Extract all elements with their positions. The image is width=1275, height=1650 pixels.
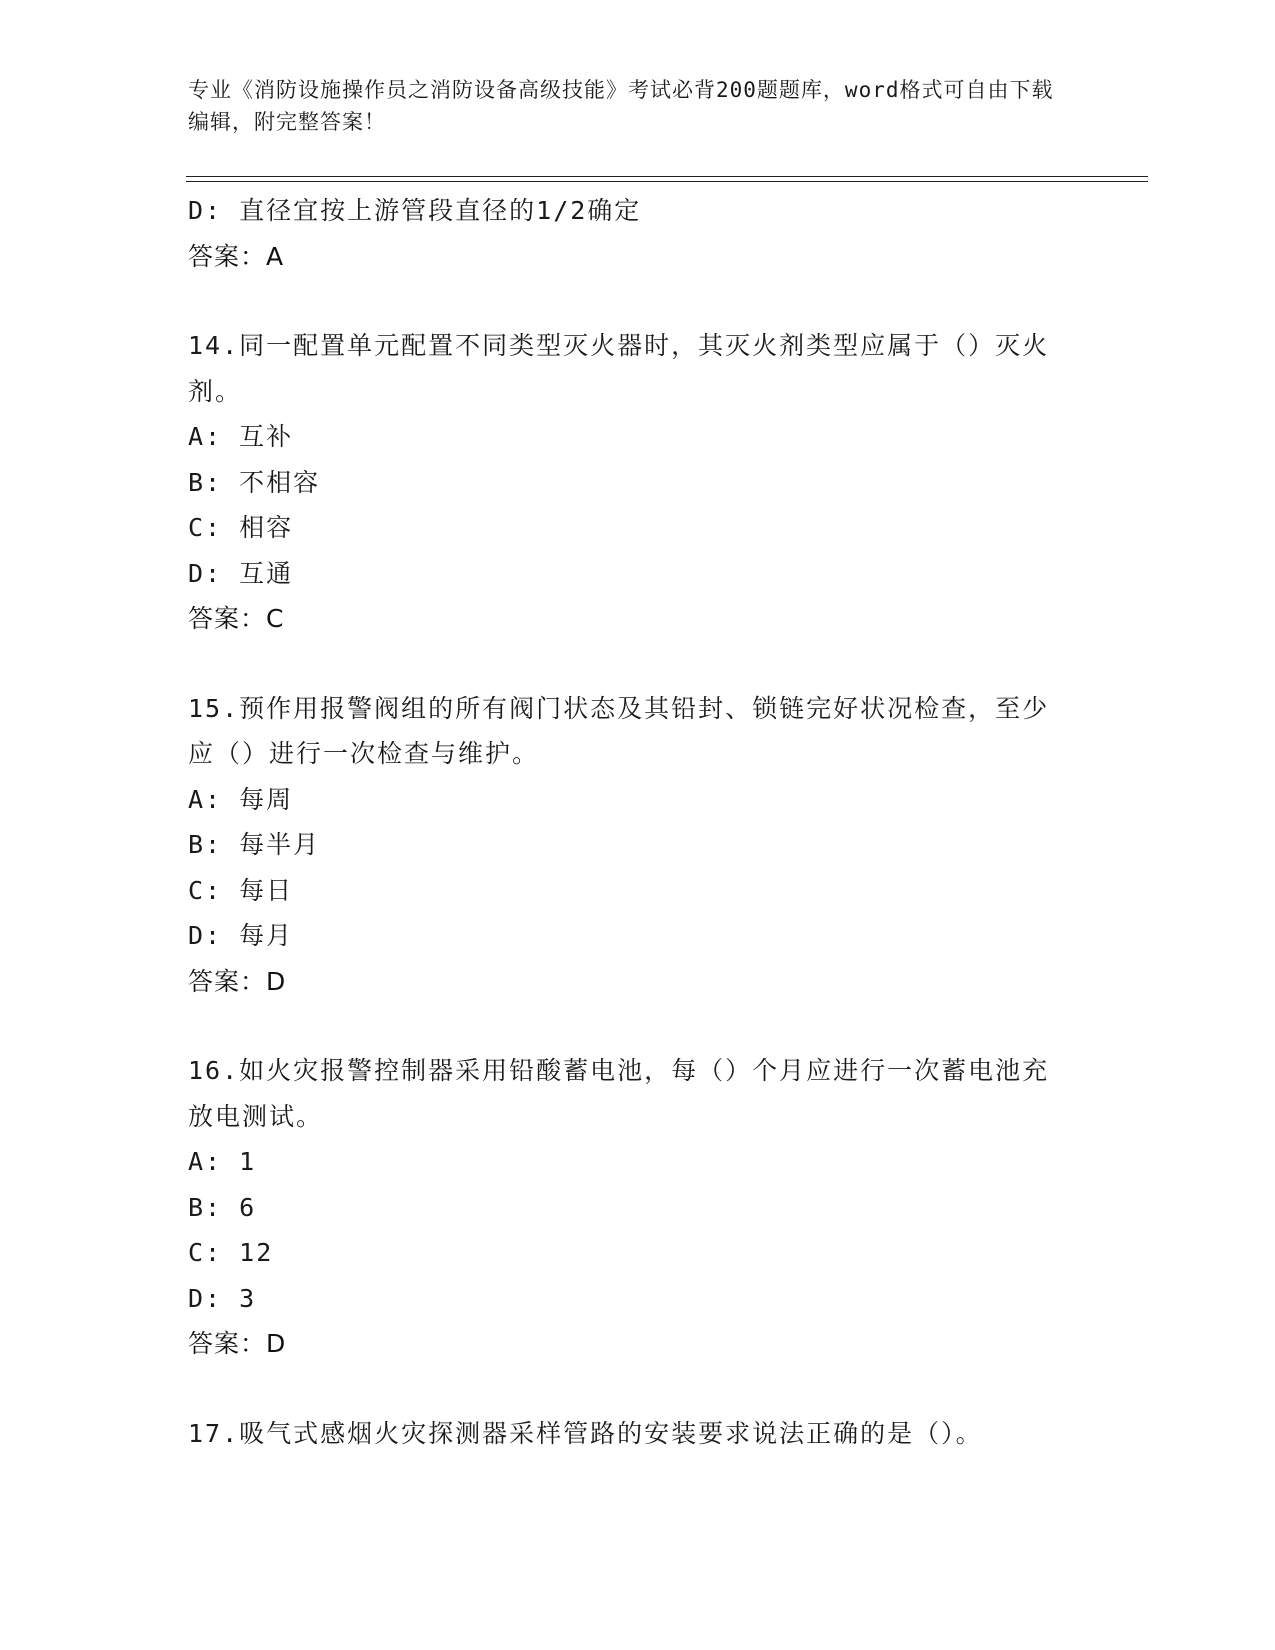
question-15-option-a: A: 每周: [188, 784, 294, 814]
question-14-option-d: D: 互通: [188, 558, 294, 588]
question-16-answer: 答案：D: [188, 1329, 287, 1358]
question-15-option-d: D: 每月: [188, 921, 294, 950]
prev-option-d: D: 直径宜按上游管段直径的1/2确定: [188, 196, 642, 225]
question-16-option-d: D: 3: [188, 1283, 257, 1313]
question-14-option-c: C: 相容: [188, 513, 294, 542]
question-16-option-c: C: 12: [188, 1238, 274, 1267]
question-16-option-b: B: 6: [188, 1192, 257, 1222]
question-15-stem: 15.预作用报警阀组的所有阀门状态及其铅封、锁链完好状况检查，至少应（）进行一次检查与维护。: [188, 693, 1050, 768]
question-17-stem: 17.吸气式感烟火灾探测器采样管路的安装要求说法正确的是（）。: [188, 1418, 983, 1448]
question-14-answer: 答案：C: [188, 604, 285, 633]
spacer: [188, 642, 1068, 686]
question-16-stem: 16.如火灾报警控制器采用铅酸蓄电池，每（）个月应进行一次蓄电池充放电测试。: [188, 1056, 1050, 1131]
question-14-option-a: A: 互补: [188, 422, 294, 451]
question-list: [188, 188, 1068, 1456]
question-14-stem: 14.同一配置单元配置不同类型灭火器时，其灭火剂类型应属于（）灭火剂。: [188, 331, 1050, 406]
question-14-option-b: B: 不相容: [188, 467, 321, 497]
spacer: [188, 1367, 1068, 1411]
question-15-option-c: C: 每日: [188, 875, 294, 905]
spacer: [188, 279, 1068, 323]
question-15-option-b: B: 每半月: [188, 830, 321, 859]
header-rule-top: [186, 176, 1148, 177]
question-15-answer: 答案：D: [188, 966, 287, 996]
question-16-option-a: A: 1: [188, 1147, 257, 1176]
header-rule-bottom: [186, 181, 1148, 182]
spacer: [188, 1004, 1068, 1048]
document-header: 专业《消防设施操作员之消防设备高级技能》考试必背200题题库，word格式可自由下载编辑，附完整答案！: [188, 78, 1054, 134]
prev-answer: 答案：A: [188, 241, 285, 271]
